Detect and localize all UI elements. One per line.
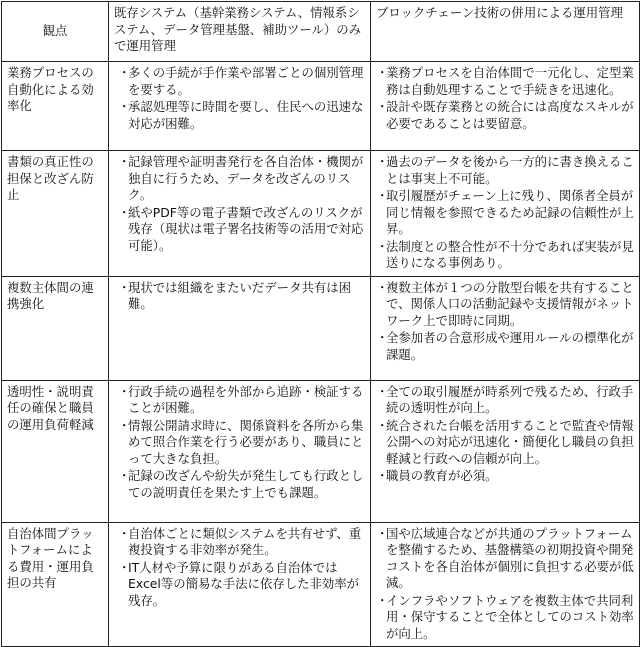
blockchain-cell xyxy=(371,380,640,522)
bullet-icon xyxy=(376,384,388,401)
bullet-icon xyxy=(118,418,130,435)
list-item: ・ 行政手続の過程を外部から追跡・検証することが困難。 xyxy=(117,384,365,417)
list-item: ・ 現状では組織をまたいだデータ共有は困難。 xyxy=(117,280,365,313)
bullet-icon xyxy=(118,526,130,543)
list-item: ・ 全ての取引履歴が時系列で残るため、行政手続の透明性が向上。 xyxy=(375,384,634,417)
bullet-icon xyxy=(376,418,388,435)
bullet-icon xyxy=(376,188,388,205)
existing-cell xyxy=(109,276,371,380)
viewpoint-cell: 業務プロセスの自動化による効率化 xyxy=(2,62,109,151)
list-item: ・ 統合された台帳を活用することで監査や情報公開への対応が迅速化・簡便化し職員の負担軽減と行政への信頼が向上。 xyxy=(375,418,634,468)
list-item: ・ 全参加者の合意形成や運用ルールの標準化が課題。 xyxy=(375,330,634,363)
list-item: ・ 職員の教育が必須。 xyxy=(375,468,634,485)
table-row xyxy=(2,62,640,151)
table-row xyxy=(2,380,640,522)
blockchain-cell xyxy=(371,62,640,151)
bullet-icon xyxy=(118,384,130,401)
viewpoint-cell: 自治体間プラットフォームによる費用・運用負担の共有 xyxy=(2,522,109,647)
list-item: ・ 記録管理や証明書発行を各自治体・機関が独自に行うため、データを改ざんのリスク。 xyxy=(117,154,365,204)
bullet-icon xyxy=(376,593,388,610)
list-item: ・ 設計や既存業務との統合には高度なスキルが必要であることは要留意。 xyxy=(375,99,634,132)
list-item: ・ 国や広域連合などが共通のプラットフォームを整備するため、基盤構築の初期投資や開発コストを各自治体が個別に負担する必要が低減。 xyxy=(375,526,634,592)
bullet-icon xyxy=(376,468,388,485)
bullet-icon xyxy=(118,65,130,82)
list-item: ・ 複数主体が１つの分散型台帳を共有することで、関係人口の活動記録や支援情報がネットワーク上で即時に同期。 xyxy=(375,280,634,330)
list-item: ・ IT人材や予算に限りがある自治体ではExcel等の簡易な手法に依存した非効率が残存。 xyxy=(117,560,365,610)
bullet-icon xyxy=(118,99,130,116)
list-item: ・ インフラやソフトウェアを複数主体で共同利用・保守することで全体としてのコスト効率が向上。 xyxy=(375,593,634,643)
blockchain-cell xyxy=(371,151,640,277)
list-item: ・ 紙やPDF等の電子書類で改ざんのリスクが残存（現状は電子署名技術等の活用で対応可能）。 xyxy=(117,205,365,255)
viewpoint-cell: 書類の真正性の担保と改ざん防止 xyxy=(2,151,109,277)
header-existing-system: 既存システム（基幹業務システム、情報系システム、データ管理基盤、補助ツール）のみで運用管理 xyxy=(109,2,371,62)
table-row xyxy=(2,276,640,380)
table-row xyxy=(2,151,640,277)
bullet-icon xyxy=(118,205,130,222)
bullet-icon xyxy=(376,154,388,171)
bullet-icon xyxy=(376,526,388,543)
existing-cell xyxy=(109,62,371,151)
list-item: ・ 自治体ごとに類似システムを共有せず、重複投資する非効率が発生。 xyxy=(117,526,365,559)
table-row xyxy=(2,522,640,647)
blockchain-cell xyxy=(371,276,640,380)
bullet-icon xyxy=(376,99,388,116)
comparison-table xyxy=(1,1,640,647)
blockchain-cell xyxy=(371,522,640,647)
list-item: ・ 承認処理等に時間を要し、住民への迅速な対応が困難。 xyxy=(117,99,365,132)
bullet-icon xyxy=(376,330,388,347)
header-row xyxy=(2,2,640,62)
list-item: ・ 業務プロセスを自治体間で一元化し、定型業務は自動処理することで手続きを迅速化。 xyxy=(375,65,634,98)
existing-cell xyxy=(109,151,371,277)
list-item: ・ 多くの手続が手作業や部署ごとの個別管理を要する。 xyxy=(117,65,365,98)
bullet-icon xyxy=(118,154,130,171)
existing-cell xyxy=(109,380,371,522)
bullet-icon xyxy=(118,468,130,485)
viewpoint-cell: 透明性・説明責任の確保と職員の運用負荷軽減 xyxy=(2,380,109,522)
bullet-icon xyxy=(376,65,388,82)
bullet-icon xyxy=(118,280,130,297)
list-item: ・ 取引履歴がチェーン上に残り、関係者全員が同じ情報を参照できるため記録の信頼性が上昇。 xyxy=(375,188,634,238)
bullet-icon xyxy=(376,280,388,297)
list-item: ・ 過去のデータを後から一方的に書き換えることは事実上不可能。 xyxy=(375,154,634,187)
list-item: ・ 情報公開請求時に、関係資料を各所から集めて照合作業を行う必要があり、職員にとって大きな負担。 xyxy=(117,418,365,468)
header-viewpoint: 観点 xyxy=(2,2,109,62)
list-item: ・ 法制度との整合性が不十分であれば実装が見送りになる事例あり。 xyxy=(375,239,634,272)
bullet-icon xyxy=(118,560,130,577)
header-blockchain: ブロックチェーン技術の併用による運用管理 xyxy=(371,2,640,62)
bullet-icon xyxy=(376,239,388,256)
viewpoint-cell: 複数主体間の連携強化 xyxy=(2,276,109,380)
list-item: ・ 記録の改ざんや紛失が発生しても行政としての説明責任を果たす上でも課題。 xyxy=(117,468,365,501)
existing-cell xyxy=(109,522,371,647)
